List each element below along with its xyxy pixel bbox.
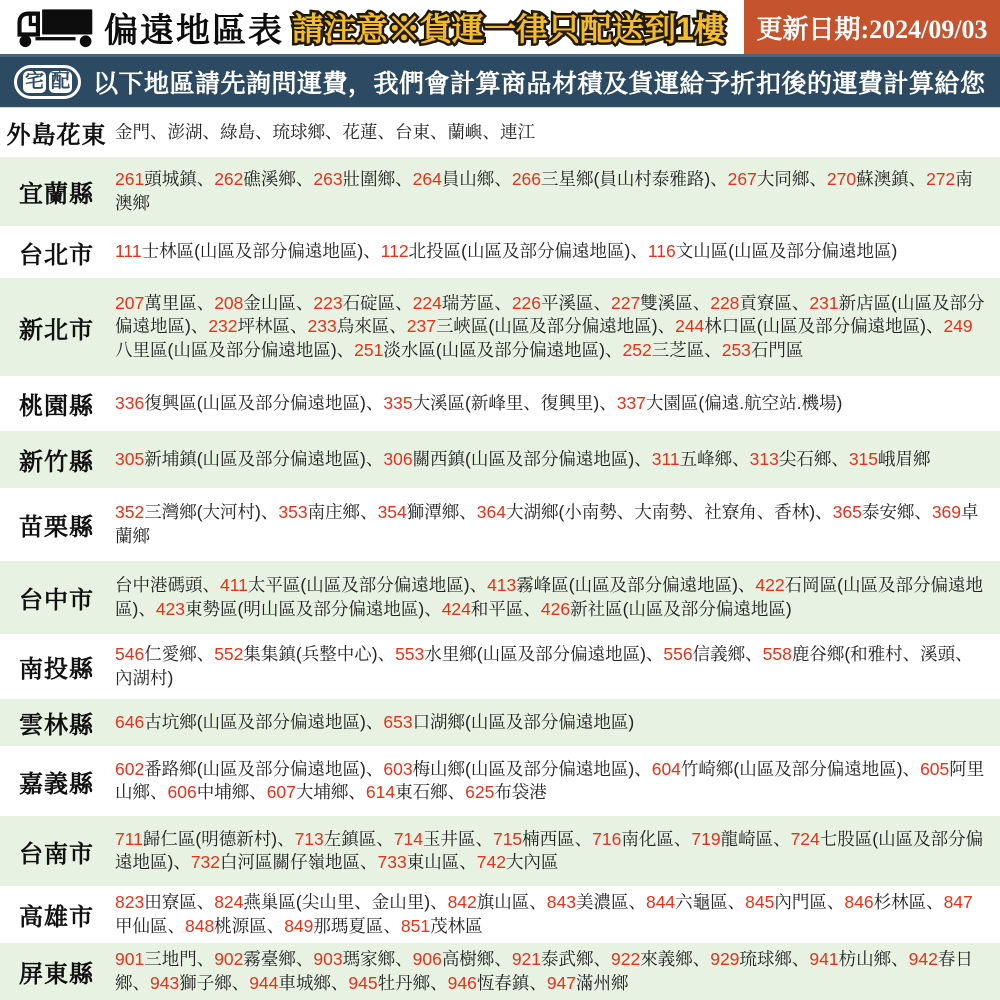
area-name: 鹿谷鄉(和雅村、溪頭、內湖村) (115, 644, 973, 688)
postal-code: 305 (115, 448, 145, 469)
postal-code: 716 (592, 828, 622, 849)
area-name: 文山區(山區及部分偏遠地區) (675, 241, 898, 262)
area-name: 壯圍鄉 (342, 169, 396, 189)
postal-code: 733 (377, 852, 407, 872)
postal-code: 315 (848, 448, 879, 469)
postal-code: 847 (943, 892, 973, 912)
area-name: 烏來區 (336, 316, 390, 337)
area-name: 東石鄉 (395, 782, 448, 802)
region-areas: 111士林區(山區及部分偏遠地區)、112北投區(山區及部分偏遠地區)、116文山區(山區及部分偏遠地區) (115, 241, 898, 262)
postal-code: 369 (931, 502, 962, 522)
area-name: 田寮區 (144, 892, 197, 912)
postal-code: 558 (762, 644, 792, 664)
postal-code: 233 (307, 316, 337, 337)
area-name: 玉井區 (422, 828, 476, 849)
area-name: 東勢區(明山區及部分偏遠地區) (185, 598, 425, 619)
region-label: 苗栗縣 (19, 514, 94, 541)
area-name: 蘭嶼 (447, 121, 483, 142)
area-name: 頭城鎮 (144, 169, 197, 189)
area-name: 大溪區(新峰里、復興里) (412, 392, 600, 413)
postal-code: 901 (115, 949, 145, 969)
postal-code: 843 (546, 892, 576, 912)
area-name: 東山區 (406, 852, 460, 872)
postal-code: 224 (412, 292, 442, 313)
postal-code: 947 (546, 972, 577, 993)
delivery-truck-icon (12, 4, 104, 50)
region-label: 台中市 (19, 587, 94, 614)
postal-code: 223 (313, 292, 343, 313)
area-name: 恆春鎮 (476, 972, 530, 993)
area-name: 南化區 (621, 828, 674, 849)
postal-code: 251 (354, 339, 384, 360)
postal-code: 849 (284, 915, 314, 936)
region-areas: 352三灣鄉(大河村)、353南庄鄉、354獅潭鄉、364大湖鄉(小南勢、大南勢、社寮角、香林)、365泰安鄉、369卓蘭鄉 (115, 502, 979, 546)
table-row (0, 746, 1000, 816)
header (0, 0, 1000, 54)
area-name: 北投區(山區及部分偏遠地區) (408, 241, 631, 262)
postal-code: 207 (115, 292, 145, 313)
postal-code: 742 (476, 852, 506, 872)
area-name: 綠島 (220, 121, 255, 142)
area-name: 貢寮區 (739, 292, 792, 313)
area-name: 三星鄉(員山村泰雅路) (541, 169, 711, 189)
postal-code: 929 (710, 949, 740, 969)
area-name: 車城鄉 (278, 972, 331, 993)
area-name: 美濃區 (575, 892, 629, 912)
postal-code: 426 (540, 598, 571, 619)
area-name: 楠西區 (522, 828, 575, 849)
table-row (0, 699, 1000, 746)
postal-code: 614 (365, 782, 396, 802)
postal-code: 353 (278, 502, 308, 522)
postal-code: 602 (115, 758, 145, 779)
postal-code: 546 (115, 644, 145, 664)
area-name: 三芝區 (651, 339, 705, 360)
region-label: 台南市 (19, 840, 94, 868)
postal-code: 851 (400, 915, 431, 936)
postal-code: 354 (377, 502, 407, 522)
postal-code: 252 (622, 339, 652, 360)
postal-code: 270 (826, 169, 857, 189)
area-name: 獅子鄉 (179, 972, 232, 993)
area-name: 布袋港 (494, 782, 547, 802)
postal-code: 262 (214, 169, 244, 189)
area-name: 春日鄉 (115, 949, 973, 993)
postal-code: 413 (487, 575, 517, 595)
postal-code: 842 (447, 892, 477, 912)
area-name: 左鎮區 (323, 828, 377, 849)
postal-code: 411 (220, 575, 248, 595)
postal-code: 724 (790, 828, 820, 849)
postal-code: 253 (721, 339, 751, 360)
postal-code: 424 (441, 598, 471, 619)
region-label: 桃園縣 (19, 393, 94, 420)
area-name: 太平區(山區及部分偏遠地區) (247, 575, 470, 595)
table-row (0, 226, 1000, 278)
postal-code: 232 (208, 316, 238, 337)
update-date-badge: 更新日期:2024/09/03 (744, 0, 1000, 54)
area-name: 來義鄉 (640, 949, 693, 969)
postal-code: 605 (920, 758, 950, 779)
table-row (0, 816, 1000, 886)
region-label: 新北市 (19, 316, 94, 344)
area-name: 番路鄉(山區及部分偏遠地區) (144, 758, 366, 779)
area-name: 瑞芳區 (441, 292, 495, 313)
area-name: 大同鄉 (756, 169, 810, 189)
postal-code: 335 (383, 392, 413, 413)
area-name: 旗山區 (476, 892, 530, 912)
postal-code: 713 (294, 828, 324, 849)
postal-code: 112 (380, 241, 409, 262)
area-name: 阿里山鄉 (115, 758, 985, 802)
table-row (0, 488, 1000, 561)
area-name: 霧臺鄉 (243, 949, 296, 969)
region-areas: 711歸仁區(明德新村)、713左鎮區、714玉井區、715楠西區、716南化區、719龍崎區、724七股區(山區及部分偏遠地區)、732白河區關仔嶺地區、733東山區、742大內區 (115, 828, 984, 872)
table-row (0, 943, 1000, 1000)
area-name: 尖石鄉 (778, 448, 832, 469)
area-name: 甲仙區 (115, 915, 168, 936)
area-name: 金山區 (243, 292, 296, 313)
region-areas: 261頭城鎮、262礁溪鄉、263壯圍鄉、264員山鄉、266三星鄉(員山村泰雅路)、267大同鄉、270蘇澳鎮、272南澳鄉 (115, 169, 973, 213)
notice-band (0, 54, 1000, 107)
postal-code: 944 (249, 972, 279, 993)
area-name: 花蓮 (342, 121, 378, 142)
region-label: 嘉義縣 (19, 770, 94, 798)
region-label: 新竹縣 (19, 449, 94, 476)
region-label: 高雄市 (19, 904, 94, 931)
region-label: 南投縣 (19, 656, 94, 683)
postal-code: 942 (908, 949, 938, 969)
area-name: 平溪區 (541, 292, 594, 313)
area-name: 八里區(山區及部分偏遠地區) (115, 339, 337, 360)
area-name: 古坑鄉(山區及部分偏遠地區) (144, 711, 366, 732)
area-name: 淡水區(山區及部分偏遠地區) (383, 339, 606, 360)
region-areas: 546仁愛鄉、552集集鎮(兵整中心)、553水里鄉(山區及部分偏遠地區)、556信義鄉、558鹿谷鄉(和雅村、溪頭、內湖村) (115, 644, 973, 688)
home-delivery-badge (14, 65, 81, 100)
postal-code: 227 (611, 292, 641, 313)
area-name: 南澳鄉 (115, 169, 973, 213)
area-name: 礁溪鄉 (243, 169, 296, 189)
postal-code: 266 (511, 169, 542, 189)
area-name: 復興區(山區及部分偏遠地區) (144, 392, 366, 413)
postal-code: 906 (412, 949, 442, 969)
area-name: 水里鄉(山區及部分偏遠地區) (424, 644, 646, 664)
postal-code: 237 (406, 316, 436, 337)
postal-code: 823 (115, 892, 145, 912)
area-name: 信義鄉 (692, 644, 746, 664)
area-name: 瑪家鄉 (342, 949, 396, 969)
area-name: 內門區 (774, 892, 827, 912)
table-row (0, 108, 1000, 157)
area-name: 桃源區 (214, 915, 267, 936)
region-table (0, 107, 1000, 1000)
area-name: 歸仁區(明德新村) (142, 828, 278, 849)
table-row (0, 634, 1000, 699)
table-row (0, 278, 1000, 376)
area-name: 士林區(山區及部分偏遠地區) (141, 241, 364, 262)
postal-code: 902 (214, 949, 244, 969)
postal-code: 422 (755, 575, 785, 595)
region-areas: 602番路鄉(山區及部分偏遠地區)、603梅山鄉(山區及部分偏遠地區)、604竹崎鄉(山區及部分偏遠地區)、605阿里山鄉、606中埔鄉、607大埔鄉、614東石鄉、625布袋港 (115, 758, 985, 802)
postal-code: 941 (809, 949, 839, 969)
region-areas: 823田寮區、824燕巢區(尖山里、金山里)、842旗山區、843美濃區、844六龜區、845內門區、846杉林區、847甲仙區、848桃源區、849那瑪夏區、851茂林區 (115, 892, 973, 936)
area-name: 蘇澳鎮 (856, 169, 909, 189)
postal-code: 208 (214, 292, 244, 313)
area-name: 三峽區(山區及部分偏遠地區) (435, 316, 658, 337)
notice-text: 以下地區請先詢問運費，我們會計算商品材積及貨運給予折扣後的運費計算給您 (93, 71, 986, 98)
area-name: 新社區(山區及部分偏遠地區) (570, 598, 792, 619)
region-label: 外島花東 (6, 122, 107, 149)
postal-code: 231 (809, 292, 839, 313)
area-name: 連江 (500, 121, 535, 142)
postal-code: 263 (313, 169, 343, 189)
table-row (0, 431, 1000, 488)
postal-code: 646 (115, 711, 145, 732)
area-name: 竹崎鄉(山區及部分偏遠地區) (680, 758, 903, 779)
postal-code: 625 (465, 782, 495, 802)
postal-code: 111 (115, 241, 142, 262)
postal-code: 556 (663, 644, 693, 664)
area-name: 大內區 (505, 852, 559, 872)
region-label: 雲林縣 (19, 712, 94, 739)
region-areas: 901三地門、902霧臺鄉、903瑪家鄉、906高樹鄉、921泰武鄉、922來義鄉、929琉球鄉、941枋山鄉、942春日鄉、943獅子鄉、944車城鄉、945牡丹鄉、946恆春鎮、947滿州鄉 (115, 949, 973, 993)
postal-code: 824 (214, 892, 244, 912)
postal-code: 921 (511, 949, 542, 969)
postal-code: 844 (645, 892, 676, 912)
area-name: 關西鎮(山區及部分偏遠地區) (412, 448, 635, 469)
area-name: 白河區關仔嶺地區 (220, 852, 361, 872)
area-name: 口湖鄉(山區及部分偏遠地區) (412, 711, 635, 732)
area-name: 石岡區(山區及部分偏遠地區) (115, 575, 983, 619)
postal-code: 715 (492, 828, 523, 849)
area-name: 枋山鄉 (838, 949, 892, 969)
area-name: 新埔鎮(山區及部分偏遠地區) (144, 448, 366, 469)
area-name: 梅山鄉(山區及部分偏遠地區) (412, 758, 635, 779)
postal-code: 714 (393, 828, 423, 849)
area-name: 那瑪夏區 (313, 915, 384, 936)
postal-code: 846 (844, 892, 874, 912)
area-name: 員山鄉 (441, 169, 495, 189)
postal-code: 711 (115, 828, 143, 849)
page-title: 偏遠地區表 (104, 12, 284, 50)
badge-character: 宅 (25, 70, 45, 92)
area-name: 高樹鄉 (441, 949, 495, 969)
area-name: 龍崎區 (720, 828, 774, 849)
badge-character: 配 (51, 70, 71, 92)
area-name: 峨眉鄉 (878, 448, 931, 469)
postal-code: 244 (675, 316, 705, 337)
postal-code: 337 (616, 392, 646, 413)
region-label: 屏東縣 (19, 961, 94, 988)
area-name: 七股區(山區及部分偏遠地區) (115, 828, 984, 872)
postal-code: 352 (115, 502, 145, 522)
region-areas: 336復興區(山區及部分偏遠地區)、335大溪區(新峰里、復興里)、337大園區(偏遠.航空站.機場) (115, 392, 843, 413)
area-name: 霧峰區(山區及部分偏遠地區) (516, 575, 738, 595)
area-name: 卓蘭鄉 (115, 502, 979, 546)
postal-code: 606 (167, 782, 197, 802)
area-name: 南庄鄉 (307, 502, 361, 522)
postal-code: 365 (832, 502, 862, 522)
area-name: 台東 (395, 121, 430, 142)
postal-code: 267 (727, 169, 757, 189)
area-name: 琉球鄉 (739, 949, 792, 969)
area-name: 集集鎮(兵整中心) (243, 644, 378, 664)
postal-code: 306 (383, 448, 413, 469)
area-name: 滿州鄉 (576, 972, 629, 993)
table-row (0, 886, 1000, 943)
postal-code: 607 (266, 782, 296, 802)
area-name: 琉球鄉 (272, 121, 325, 142)
postal-code: 272 (926, 169, 956, 189)
postal-code: 311 (651, 448, 680, 469)
area-name: 燕巢區(尖山里、金山里) (243, 892, 431, 912)
area-name: 中埔鄉 (196, 782, 250, 802)
area-name: 萬里區 (144, 292, 197, 313)
area-name: 和平區 (470, 598, 524, 619)
area-name: 坪林區 (237, 316, 291, 337)
area-name: 獅潭鄉 (406, 502, 460, 522)
region-areas: 207萬里區、208金山區、223石碇區、224瑞芳區、226平溪區、227雙溪區、228貢寮區、231新店區(山區及部分偏遠地區)、232坪林區、233烏來區、237三峽區(山區及部分偏遠地區)、244林口區(山區及部分偏遠地區)、249八里區(山區及部分偏遠地區)、251淡水區(山區及部分偏遠地區)、252三芝區、253石門區 (115, 292, 985, 360)
region-areas: 305新埔鎮(山區及部分偏遠地區)、306關西鎮(山區及部分偏遠地區)、311五峰鄉、313尖石鄉、315峨眉鄉 (115, 448, 931, 469)
area-name: 茂林區 (430, 915, 483, 936)
area-name: 澎湖 (167, 121, 203, 142)
postal-code: 943 (150, 972, 180, 993)
area-name: 仁愛鄉 (144, 644, 197, 664)
area-name: 泰安鄉 (861, 502, 915, 522)
postal-code: 653 (383, 711, 413, 732)
region-label: 宜蘭縣 (19, 181, 94, 208)
postal-code: 228 (710, 292, 740, 313)
table-row (0, 561, 1000, 634)
postal-code: 249 (943, 316, 973, 337)
area-name: 六龜區 (675, 892, 728, 912)
area-name: 三地門 (144, 949, 197, 969)
postal-code: 848 (185, 915, 215, 936)
area-name: 林口區(山區及部分偏遠地區) (704, 316, 926, 337)
postal-code: 336 (115, 392, 145, 413)
postal-code: 553 (395, 644, 425, 664)
table-row (0, 157, 1000, 226)
area-name: 雙溪區 (640, 292, 693, 313)
postal-code: 603 (383, 758, 413, 779)
postal-code: 903 (313, 949, 343, 969)
postal-code: 945 (348, 972, 378, 993)
postal-code: 946 (447, 972, 477, 993)
postal-code: 604 (651, 758, 681, 779)
area-name: 杉林區 (873, 892, 927, 912)
postal-code: 719 (691, 828, 721, 849)
postal-code: 845 (745, 892, 775, 912)
area-name: 牡丹鄉 (377, 972, 431, 993)
area-name: 大園區(偏遠.航空站.機場) (645, 392, 843, 413)
postal-code: 552 (214, 644, 244, 664)
postal-code: 732 (190, 852, 221, 872)
warning-banner: 請注意※貨運一律只配送到1樓 (292, 11, 726, 47)
area-name: 石碇區 (342, 292, 396, 313)
area-name: 大埔鄉 (295, 782, 349, 802)
region-areas: 646古坑鄉(山區及部分偏遠地區)、653口湖鄉(山區及部分偏遠地區) (115, 711, 635, 732)
postal-code: 226 (511, 292, 542, 313)
area-name: 五峰鄉 (679, 448, 733, 469)
area-name: 金門 (115, 121, 150, 142)
table-row (0, 376, 1000, 431)
postal-code: 264 (412, 169, 442, 189)
postal-code: 116 (647, 241, 676, 262)
postal-code: 313 (749, 448, 779, 469)
postal-code: 261 (115, 169, 145, 189)
region-areas: 台中港碼頭、411太平區(山區及部分偏遠地區)、413霧峰區(山區及部分偏遠地區)、422石岡區(山區及部分偏遠地區)、423東勢區(明山區及部分偏遠地區)、424和平區、426新社區(山區及部分偏遠地區) (115, 575, 983, 619)
area-name: 大湖鄉(小南勢、大南勢、社寮角、香林) (505, 502, 816, 522)
area-name: 三灣鄉(大河村) (144, 502, 261, 522)
area-name: 泰武鄉 (541, 949, 594, 969)
area-name: 台中港碼頭 (115, 575, 203, 595)
postal-code: 423 (155, 598, 186, 619)
postal-code: 364 (476, 502, 506, 522)
region-areas: 金門、澎湖、綠島、琉球鄉、花蓮、台東、蘭嶼、連江 (115, 121, 535, 142)
postal-code: 922 (611, 949, 641, 969)
area-name: 新店區(山區及部分偏遠地區) (115, 292, 985, 337)
region-label: 台北市 (19, 241, 94, 269)
area-name: 石門區 (750, 339, 804, 360)
